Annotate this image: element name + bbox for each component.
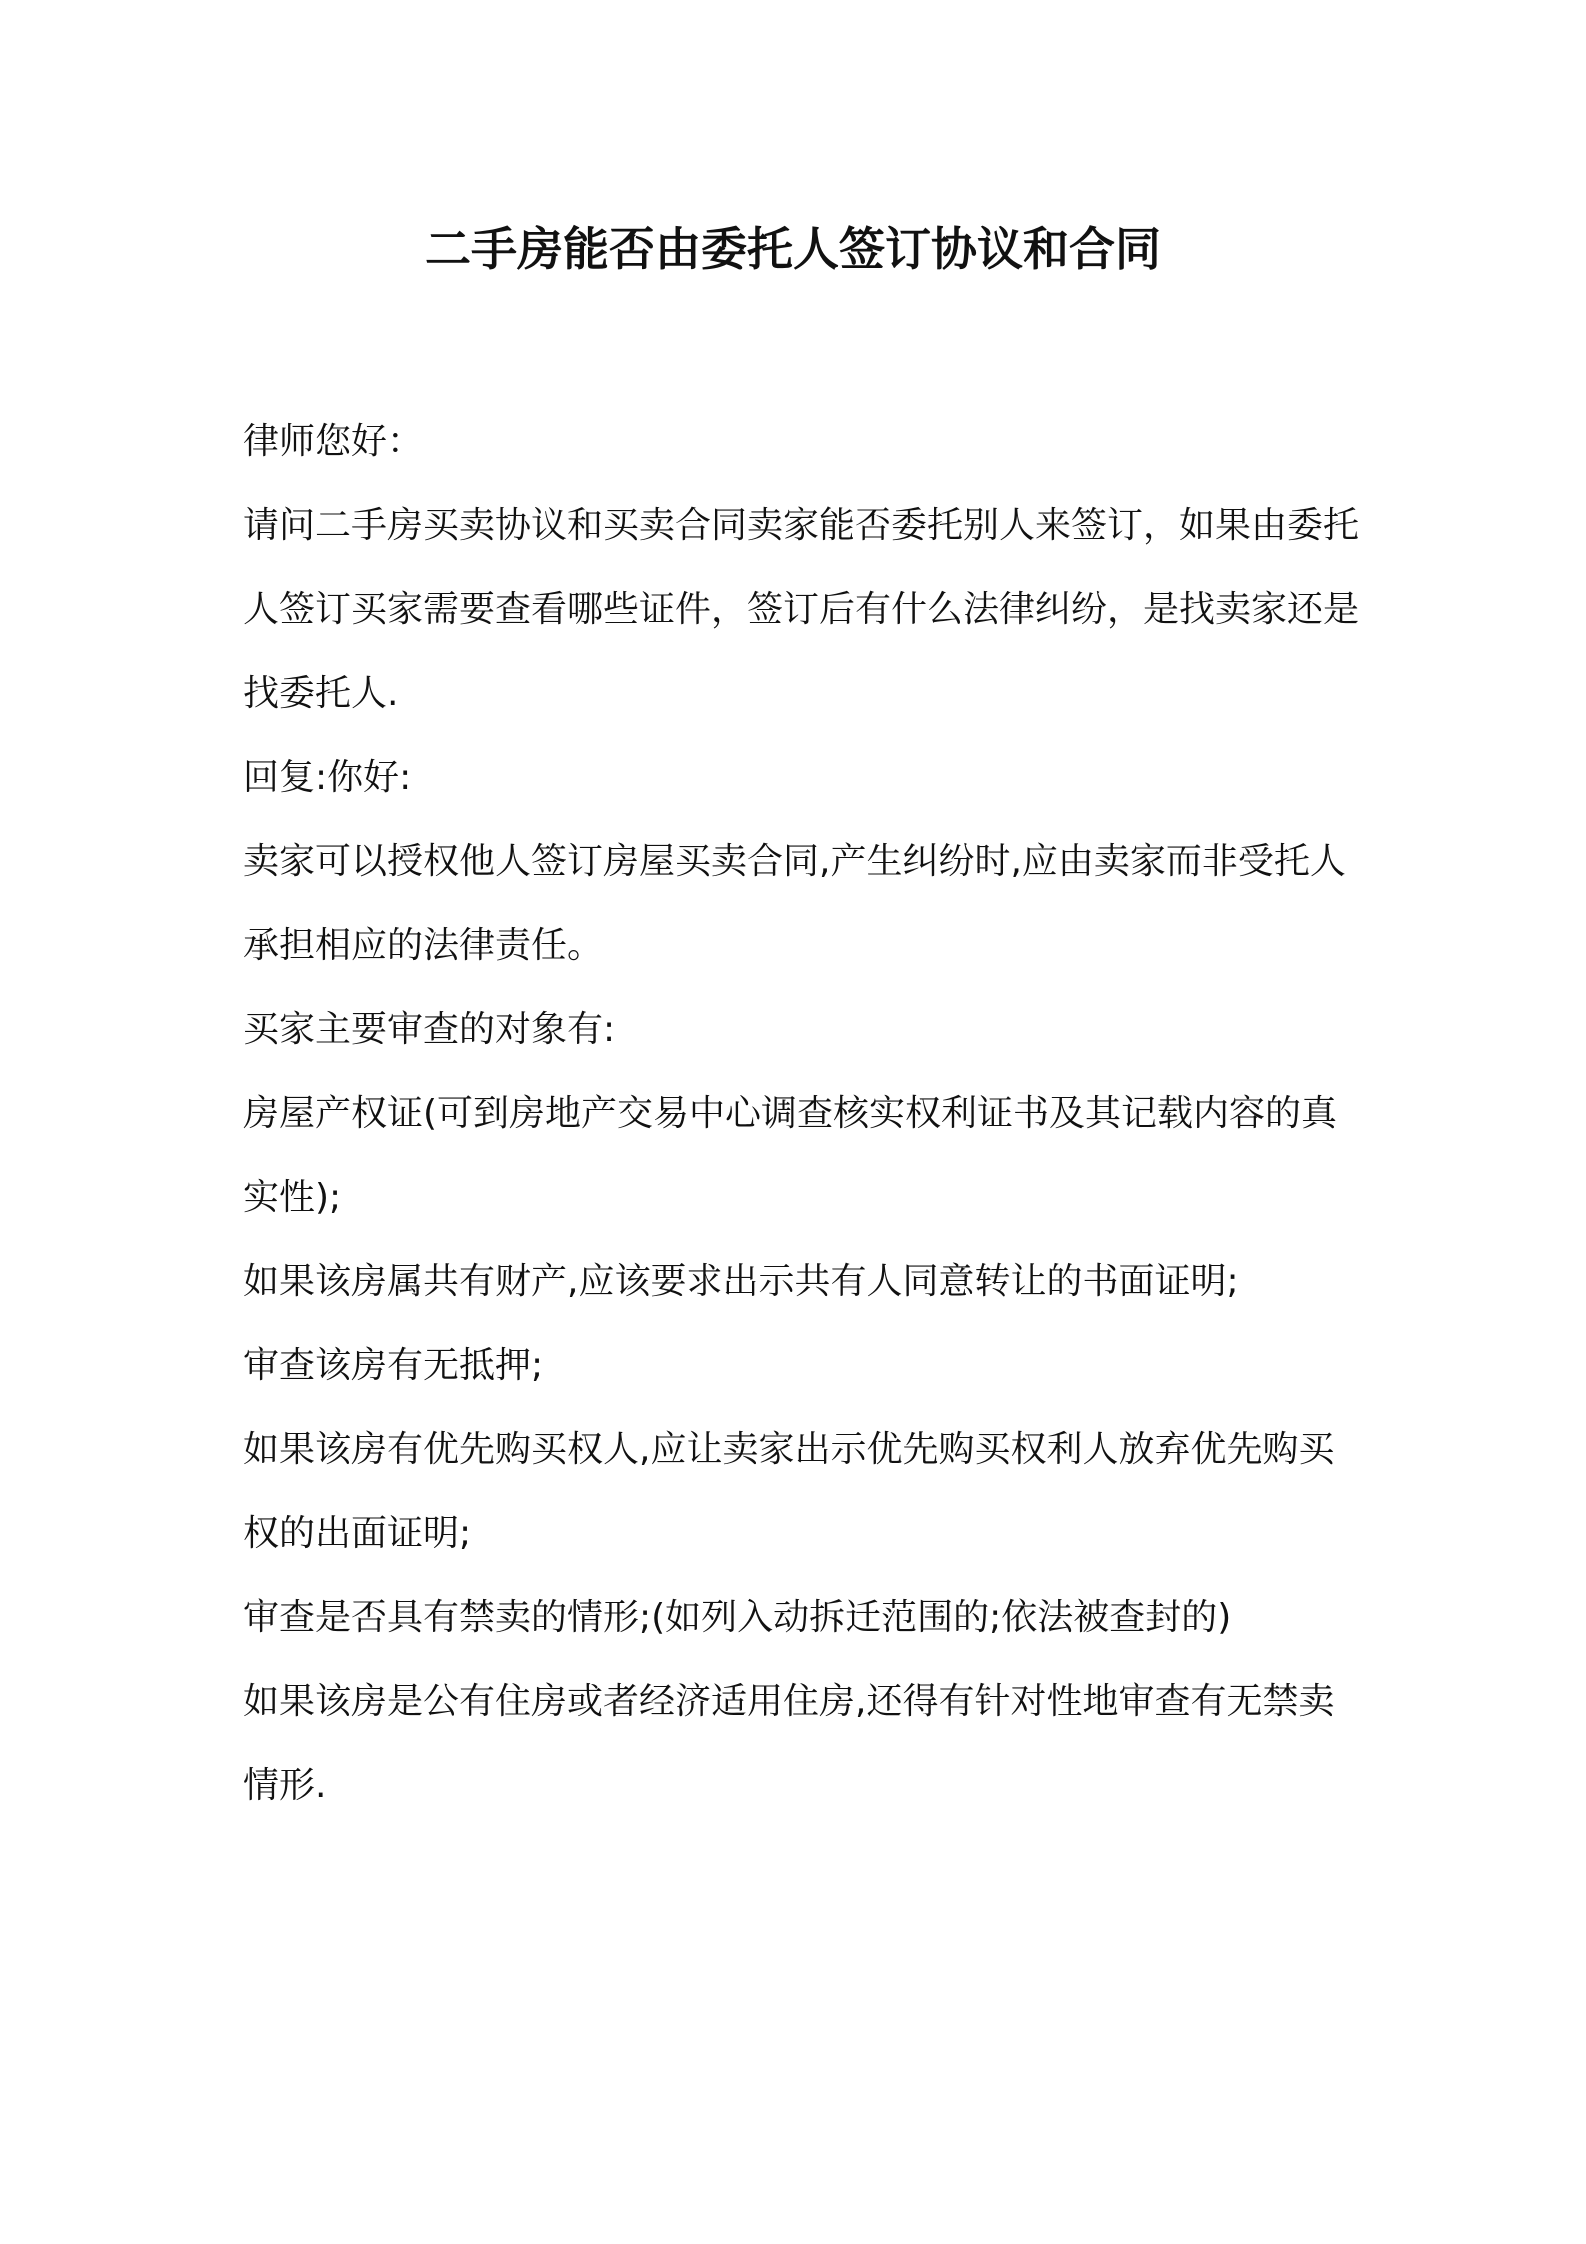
paragraph-review-item: 如果该房有优先购买权人,应让卖家出示优先购买权利人放弃优先购买权的出面证明; [243, 1429, 1335, 1554]
paragraph-question: 请问二手房买卖协议和买卖合同卖家能否委托别人来签订，如果由委托人签订买家需要查看哪些证件，签订后有什么法律纠纷，是找卖家还是找委托人. [243, 505, 1360, 714]
paragraph-review-item: 审查该房有无抵押; [243, 1345, 544, 1386]
paragraph-answer: 卖家可以授权他人签订房屋买卖合同,产生纠纷时,应由卖家而非受托人承担相应的法律责任。 [243, 841, 1346, 966]
document-title: 二手房能否由委托人签订协议和合同 [425, 222, 1161, 276]
paragraph-review-intro: 买家主要审查的对象有: [243, 1009, 616, 1050]
paragraph-greeting: 律师您好： [243, 421, 424, 462]
paragraph-review-item: 审查是否具有禁卖的情形;(如列入动拆迁范围的;依法被查封的) [243, 1597, 1232, 1638]
paragraph-reply-greeting: 回复:你好: [243, 757, 412, 798]
paragraph-review-item: 房屋产权证(可到房地产交易中心调查核实权利证书及其记载内容的真实性); [243, 1093, 1338, 1218]
paragraph-review-item: 如果该房是公有住房或者经济适用住房,还得有针对性地审查有无禁卖情形. [243, 1681, 1335, 1806]
document-body [243, 400, 1363, 1828]
paragraph-review-item: 如果该房属共有财产,应该要求出示共有人同意转让的书面证明; [243, 1261, 1239, 1302]
